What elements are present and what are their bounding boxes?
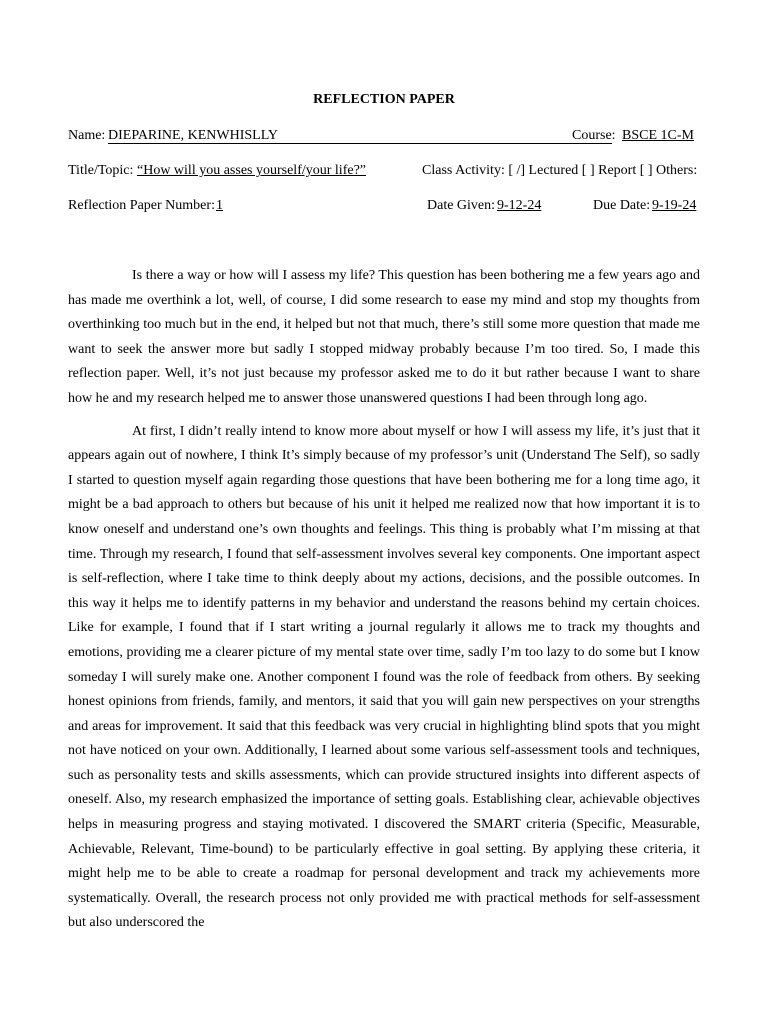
name-value: DIEPARINE, KENWHISLLY <box>108 128 278 143</box>
due-date-value: 9-19-24 <box>652 198 697 213</box>
course-label: Course: <box>572 128 616 143</box>
class-activity: Class Activity: [ /] Lectured [ ] Report [ ] Others: <box>422 163 698 178</box>
paragraph-1: Is there a way or how will I assess my life? This question has been bothering me a few years ago and has made me overthink a lot, well, of course, I did some research to ease my mind and stop my thoughts from overthinking too much but in the end, it helped but not that much, there’s still some more question that made me want to seek the answer more but sadly I stopped midway probably because I’m too tired. So, I made this reflection paper. Well, it’s not just because my professor asked me to do it but rather because I want to share how he and my research helped me to answer those unanswered questions I had been through long ago. <box>68 268 700 406</box>
number-dates-row <box>68 198 700 216</box>
name-course-row <box>68 128 700 146</box>
topic-value: “How will you asses yourself/your life?” <box>137 163 366 178</box>
course-value: BSCE 1C-M <box>622 128 694 143</box>
due-date-label: Due Date: <box>593 198 651 213</box>
reflection-body <box>68 264 700 936</box>
topic-activity-row <box>68 163 700 181</box>
date-given-label: Date Given: <box>427 198 496 213</box>
paper-number-label: Reflection Paper Number: <box>68 198 215 213</box>
paragraph-2: At first, I didn’t really intend to know more about myself or how I will assess my life, it’s just that it appears again out of nowhere, I think It’s simply because of my professor’s unit (Understand The Self), so sadly I started to question myself again regarding those questions that have been bothering me for a long time ago, it might be a bad approach to others but because of his unit it helped me realized now that how important it is to know oneself and understand one’s own thoughts and feelings. This thing is probably what I’m missing at that time. Through my research, I found that self-assessment involves several key components. One important aspect is self-reflection, where I take time to think deeply about my actions, decisions, and the possible outcomes. In this way it helps me to identify patterns in my behavior and understand the reasons behind my certain choices. Like for example, I found that if I start writing a journal regularly it allows me to track my thoughts and emotions, providing me a clearer picture of my mental state over time, sadly I’m too lazy to do some but I know someday I will surely make one. Another component I found was the role of feedback from others. By seeking honest opinions from friends, family, and mentors, it said that you will gain new perspectives on your strengths and areas for improvement. It said that this feedback was very crucial in highlighting blind spots that you might not have noticed on your own. Additionally, I learned about some various self-assessment tools and techniques, such as personality tests and skills assessments, which can provide structured insights into different aspects of oneself. Also, my research emphasized the importance of setting goals. Establishing clear, achievable objectives helps in measuring progress and staying motivated. I discovered the SMART criteria (Specific, Measurable, Achievable, Relevant, Time-bound) to be particularly effective in goal setting. By applying these criteria, it might help me to be able to create a roadmap for personal development and track my achievements more systematically. Overall, the research process not only provided me with practical methods for self-assessment but also underscored the <box>68 423 700 931</box>
name-label: Name: <box>68 128 106 143</box>
document-title: REFLECTION PAPER <box>313 92 455 107</box>
paper-number-value: 1 <box>216 198 223 213</box>
topic-label: Title/Topic: <box>68 163 134 178</box>
date-given-value: 9-12-24 <box>497 198 542 213</box>
